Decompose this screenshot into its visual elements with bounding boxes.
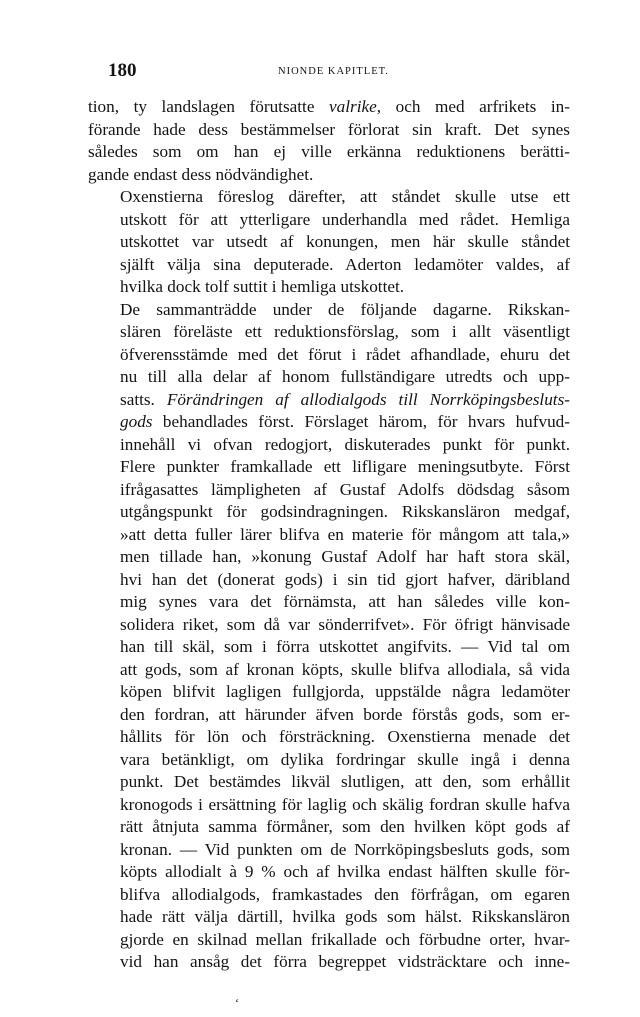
text-line: kronogods i ersättning för laglig och skälig fordran skulle hafva xyxy=(120,794,570,814)
paragraph-3 xyxy=(88,299,570,974)
text-line: hade rätt välja därtill, hvilka gods som hälst. Rikskansläron xyxy=(120,907,570,926)
text-line: hållits för lön och försträckning. Oxenstierna menade det xyxy=(120,727,570,746)
text-line: öfverensstämde med det förut i rådet afhandlade, ehuru det xyxy=(120,344,570,364)
text-line: gande endast dess nödvändighet. xyxy=(88,164,314,184)
text-line: punkt. Det bestämdes likväl slutligen, att den, som erhållit xyxy=(120,772,570,791)
paragraph-2 xyxy=(88,186,570,299)
text-line: blifva allodialgods, framkastades den förfrågan, om egaren xyxy=(120,884,570,904)
text-line: satts. Förändringen af allodialgods till Norrköpingsbesluts- xyxy=(120,389,570,409)
text-line: De sammanträdde under de följande dagarne. Rikskan- xyxy=(120,299,570,319)
text-line: vid han ansåg det förra begreppet vidsträcktare och inne- xyxy=(120,952,570,971)
page-number: 180 xyxy=(108,60,137,81)
text-line: ifrågasattes lämpligheten af Gustaf Adolfs dödsdag såsom xyxy=(120,479,570,499)
italic-phrase: valrike xyxy=(329,97,377,116)
text-line: att gods, som af kronan köpts, skulle blifva allodiala, så vida xyxy=(120,659,570,679)
text-line: förande hade dess bestämmelser förlorat sin kraft. Det synes xyxy=(88,119,570,139)
text-line: köpts allodialt à 9 % och af hvilka endast hälften skulle för- xyxy=(120,862,570,881)
text-line: utgångspunkt för godsindragningen. Rikskansläron medgaf, xyxy=(120,502,570,521)
text-line: gods behandlades först. Förslaget härom, för hvars hufvud- xyxy=(120,412,570,431)
text-line: han till skäl, som i förra utskottet angifvits. — Vid tal om xyxy=(120,637,570,656)
text-line: gjorde en skilnad mellan frikallade och förbudne orter, hvar- xyxy=(120,929,570,949)
text-line: Flere punkter framkallade ett lifligare meningsutbyte. Först xyxy=(120,457,570,476)
text-line: utskott för att ytterligare underhandla med rådet. Hemliga xyxy=(120,209,570,229)
text-line: hvi han det (donerat gods) i sin tid gjort hafver, däribland xyxy=(120,569,570,589)
text-line: således som om han ej ville erkänna reduktionens berätti- xyxy=(88,142,570,161)
text-line: »att detta fuller lärer blifva en materie för mångom att tala,» xyxy=(120,524,570,544)
chapter-title: NIONDE KAPITLET. xyxy=(278,66,389,77)
text-line: men tillade han, »konung Gustaf Adolf har haft stora skäl, xyxy=(120,547,570,566)
text-line: slären föreläste ett reduktionsförslag, som i allt väsentligt xyxy=(120,322,570,341)
text-line: rätt åtnjuta samma förmåner, som den hvilken köpt gods af xyxy=(120,817,570,836)
text-line: utskottet var utsedt af konungen, men här skulle ståndet xyxy=(120,232,570,251)
text-line: själft välja sina deputerade. Aderton ledamöter valdes, af xyxy=(120,254,570,274)
text-line: vara betänkligt, om dylika fordringar skulle ingå i denna xyxy=(120,749,570,769)
running-head xyxy=(88,60,570,82)
body-text xyxy=(88,96,570,974)
text-line: kronan. — Vid punkten om de Norrköpingsbesluts gods, som xyxy=(120,839,570,859)
text-line: den fordran, att härunder äfven borde förstås gods, som er- xyxy=(120,704,570,724)
text-line: nu till alla delar af honom fullständigare utredts och upp- xyxy=(120,367,570,386)
text-line: hvilka dock tolf suttit i hemliga utskottet. xyxy=(120,277,405,296)
text-line: solidera riket, som då var sönderrifvet». För öfrigt hänvisade xyxy=(120,614,570,634)
italic-phrase: gods xyxy=(120,412,153,431)
text-line: innehåll vi ofvan redogjort, diskuterades punkt för punkt. xyxy=(120,434,570,454)
text-line: Oxenstierna föreslog därefter, att ståndet skulle utse ett xyxy=(120,187,570,206)
text-line: köpen blifvit lagligen fullgjorda, uppstälde några ledamöter xyxy=(120,682,570,701)
paragraph-1 xyxy=(88,96,570,186)
text-line: tion, ty landslagen förutsatte valrike, och med arfrikets in- xyxy=(88,97,570,116)
italic-phrase: Förändringen af allodialgods till Norrköpingsbesluts- xyxy=(166,389,570,409)
text-line: mig synes vara det förnämsta, att han således ville kon- xyxy=(120,592,570,611)
ink-speck: ʻ xyxy=(235,996,239,1010)
